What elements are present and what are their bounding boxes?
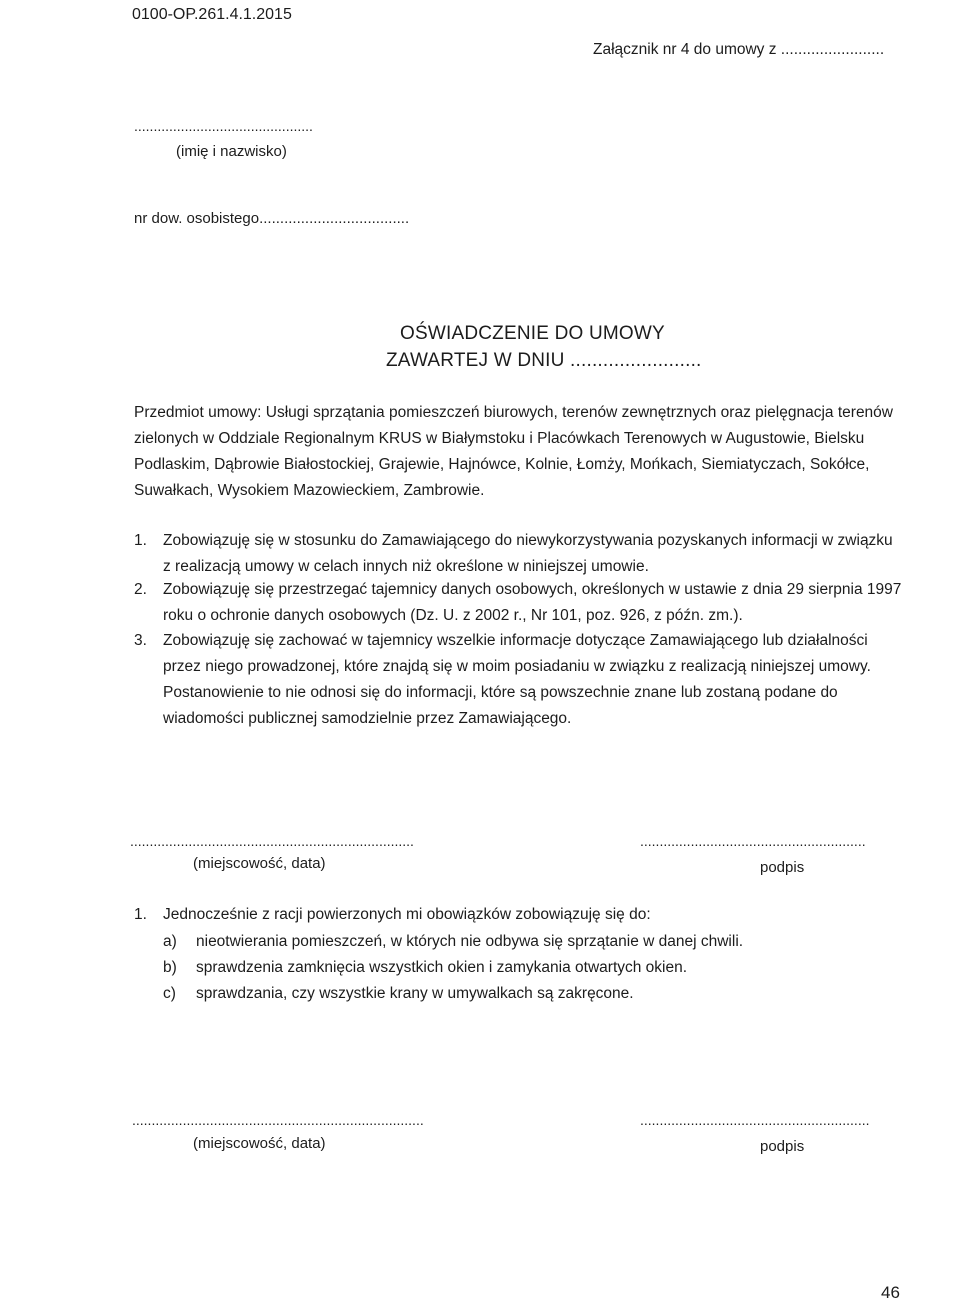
id-number-label: nr dow. osobistego....................................	[134, 210, 410, 227]
attachment-label: Załącznik nr 4 do umowy z ........................	[593, 41, 885, 58]
obligation-item	[163, 577, 903, 629]
obligation-line: przez niego prowadzonej, które znajdą się w moim posiadaniu w związku z realizacją niniejszej umowy.	[163, 658, 871, 675]
document-title: OŚWIADCZENIE DO UMOWY	[400, 323, 665, 344]
signature-dots: ...........................................................	[640, 1112, 870, 1128]
additional-item-text: nieotwierania pomieszczeń, w których nie odbywa się sprzątanie w danej chwili.	[196, 933, 744, 950]
contract-subject	[134, 400, 904, 504]
obligation-line: Zobowiązuję się zachować w tajemnicy wszelkie informacje dotyczące Zamawiającego lub działalności	[163, 632, 868, 649]
signature-label: podpis	[760, 1138, 805, 1155]
subject-line: zielonych w Oddziale Regionalnym KRUS w Białymstoku i Placówkach Terenowych w Augustowie, Bielsku	[134, 430, 865, 447]
obligation-line: Zobowiązuję się w stosunku do Zamawiającego do niewykorzystywania pozyskanych informacji w związku	[163, 532, 893, 549]
obligation-number: 1.	[134, 532, 147, 549]
document-number: 0100-OP.261.4.1.2015	[132, 6, 292, 23]
obligation-line: Zobowiązuję się przestrzegać tajemnicy danych osobowych, określonych w ustawie z dnia 29 sierpnia 1997	[163, 581, 902, 598]
obligation-line: z realizacją umowy w celach innych niż określone w niniejszej umowie.	[163, 558, 649, 575]
name-dots: ..............................................	[134, 118, 313, 134]
additional-item-letter: b)	[163, 959, 177, 976]
additional-item-letter: a)	[163, 933, 177, 950]
obligation-item	[163, 528, 903, 580]
additional-item-text: sprawdzenia zamknięcia wszystkich okien i zamykania otwartych okien.	[196, 959, 688, 976]
additional-item-letter: c)	[163, 985, 176, 1002]
subject-line: Przedmiot umowy: Usługi sprzątania pomieszczeń biurowych, terenów zewnętrznych oraz pielęgnacja terenów	[134, 404, 893, 421]
subject-line: Suwałkach, Wysokiem Mazowieckiem, Zambrowie.	[134, 482, 485, 499]
obligation-line: roku o ochronie danych osobowych (Dz. U. z 2002 r., Nr 101, poz. 926, z późn. zm.).	[163, 607, 743, 624]
place-date-label: (miejscowość, data)	[193, 855, 326, 872]
place-date-dots: .........................................................................	[130, 833, 414, 849]
subject-line: Podlaskim, Dąbrowie Białostockiej, Grajewie, Hajnówce, Kolnie, Łomży, Mońkach, Siemiatyczach, Sokółce,	[134, 456, 870, 473]
place-date-label: (miejscowość, data)	[193, 1135, 326, 1152]
additional-item-text: sprawdzania, czy wszystkie krany w umywalkach są zakręcone.	[196, 985, 634, 1002]
signature-dots: ..........................................................	[640, 833, 866, 849]
obligation-number: 2.	[134, 581, 147, 598]
obligation-line: wiadomości publicznej samodzielnie przez Zamawiającego.	[163, 710, 572, 727]
additional-intro: Jednocześnie z racji powierzonych mi obowiązków zobowiązuję się do:	[163, 906, 651, 923]
document-subtitle: ZAWARTEJ W DNIU ........................	[386, 350, 702, 371]
place-date-dots: ...........................................................................	[132, 1112, 424, 1128]
obligation-item	[163, 628, 903, 732]
obligation-line: Postanowienie to nie odnosi się do informacji, które są powszechnie znane lub zostaną podane do	[163, 684, 838, 701]
additional-number: 1.	[134, 906, 147, 923]
name-label: (imię i nazwisko)	[176, 143, 287, 160]
obligation-number: 3.	[134, 632, 147, 649]
page-number: 46	[881, 1283, 900, 1302]
signature-label: podpis	[760, 859, 805, 876]
